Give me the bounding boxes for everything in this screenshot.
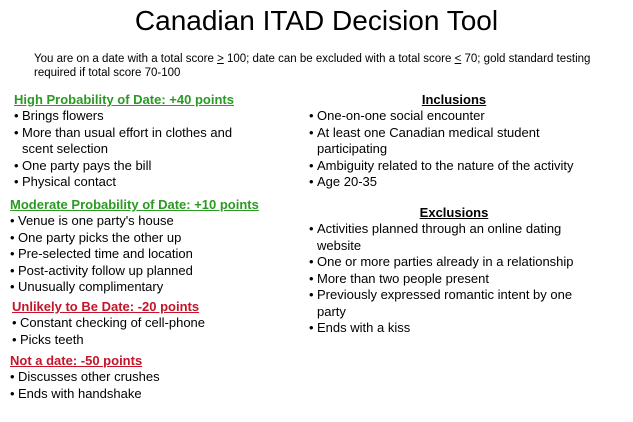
moderate-probability-list (10, 213, 259, 296)
list-item: • Venue is one party's house (10, 213, 259, 230)
list-item: • Unusually complimentary (10, 279, 259, 296)
list-item: • Ends with handshake (10, 386, 160, 403)
moderate-probability-heading: Moderate Probability of Date: +10 points (10, 197, 259, 212)
list-item: • Previously expressed romantic intent by one (309, 287, 609, 304)
list-item: • Pre-selected time and location (10, 246, 259, 263)
inclusions-heading: Inclusions (421, 92, 487, 107)
list-item: • One-on-one social encounter (309, 108, 609, 125)
intro-text-1: You are on a date with a total score (34, 53, 218, 65)
list-item: • Picks teeth (12, 332, 205, 349)
list-item-continuation: party (317, 303, 346, 319)
high-probability-section (14, 92, 234, 191)
intro-text-3: 70; gold standard testing required if total score 70-100 (34, 53, 591, 79)
high-probability-list (14, 108, 234, 191)
inclusions-list (309, 108, 609, 191)
list-item: • Physical contact (14, 174, 234, 191)
not-a-date-list (10, 369, 160, 402)
list-item: • More than two people present (309, 271, 609, 288)
list-item: • One party pays the bill (14, 158, 234, 175)
exclusions-heading: Exclusions (419, 205, 489, 220)
unlikely-date-list (12, 315, 205, 348)
list-item-continuation: website (317, 237, 362, 253)
list-item-continuation: participating (317, 141, 388, 156)
not-a-date-section (10, 353, 160, 402)
greater-equal-sign: > (217, 53, 224, 65)
inclusions-section (309, 92, 609, 191)
list-item: • Age 20-35 (309, 174, 609, 191)
exclusions-list (309, 221, 609, 337)
exclusions-section (309, 205, 609, 337)
list-item: • At least one Canadian medical student (309, 125, 609, 142)
list-item: • Ambiguity related to the nature of the activity (309, 158, 609, 175)
list-item: • More than usual effort in clothes and (14, 125, 234, 142)
list-item: • Constant checking of cell-phone (12, 315, 205, 332)
scoring-instructions (34, 52, 594, 80)
list-item: • One party picks the other up (10, 230, 259, 247)
list-item: • Ends with a kiss (309, 320, 609, 337)
list-item: • One or more parties already in a relationship (309, 254, 609, 271)
intro-text-2: 100; date can be excluded with a total score (223, 53, 455, 65)
unlikely-date-section (12, 299, 205, 348)
list-item: • Activities planned through an online dating (309, 221, 609, 238)
list-item: • Brings flowers (14, 108, 234, 125)
page-title: Canadian ITAD Decision Tool (134, 5, 499, 36)
less-equal-sign: < (454, 53, 462, 65)
not-a-date-heading: Not a date: -50 points (10, 353, 143, 368)
high-probability-heading: High Probability of Date: +40 points (14, 92, 234, 107)
unlikely-date-heading: Unlikely to Be Date: -20 points (12, 299, 200, 314)
list-item: • Discusses other crushes (10, 369, 160, 386)
moderate-probability-section (10, 197, 259, 296)
list-item: • Post-activity follow up planned (10, 263, 259, 280)
list-item-continuation: scent selection (22, 141, 108, 156)
